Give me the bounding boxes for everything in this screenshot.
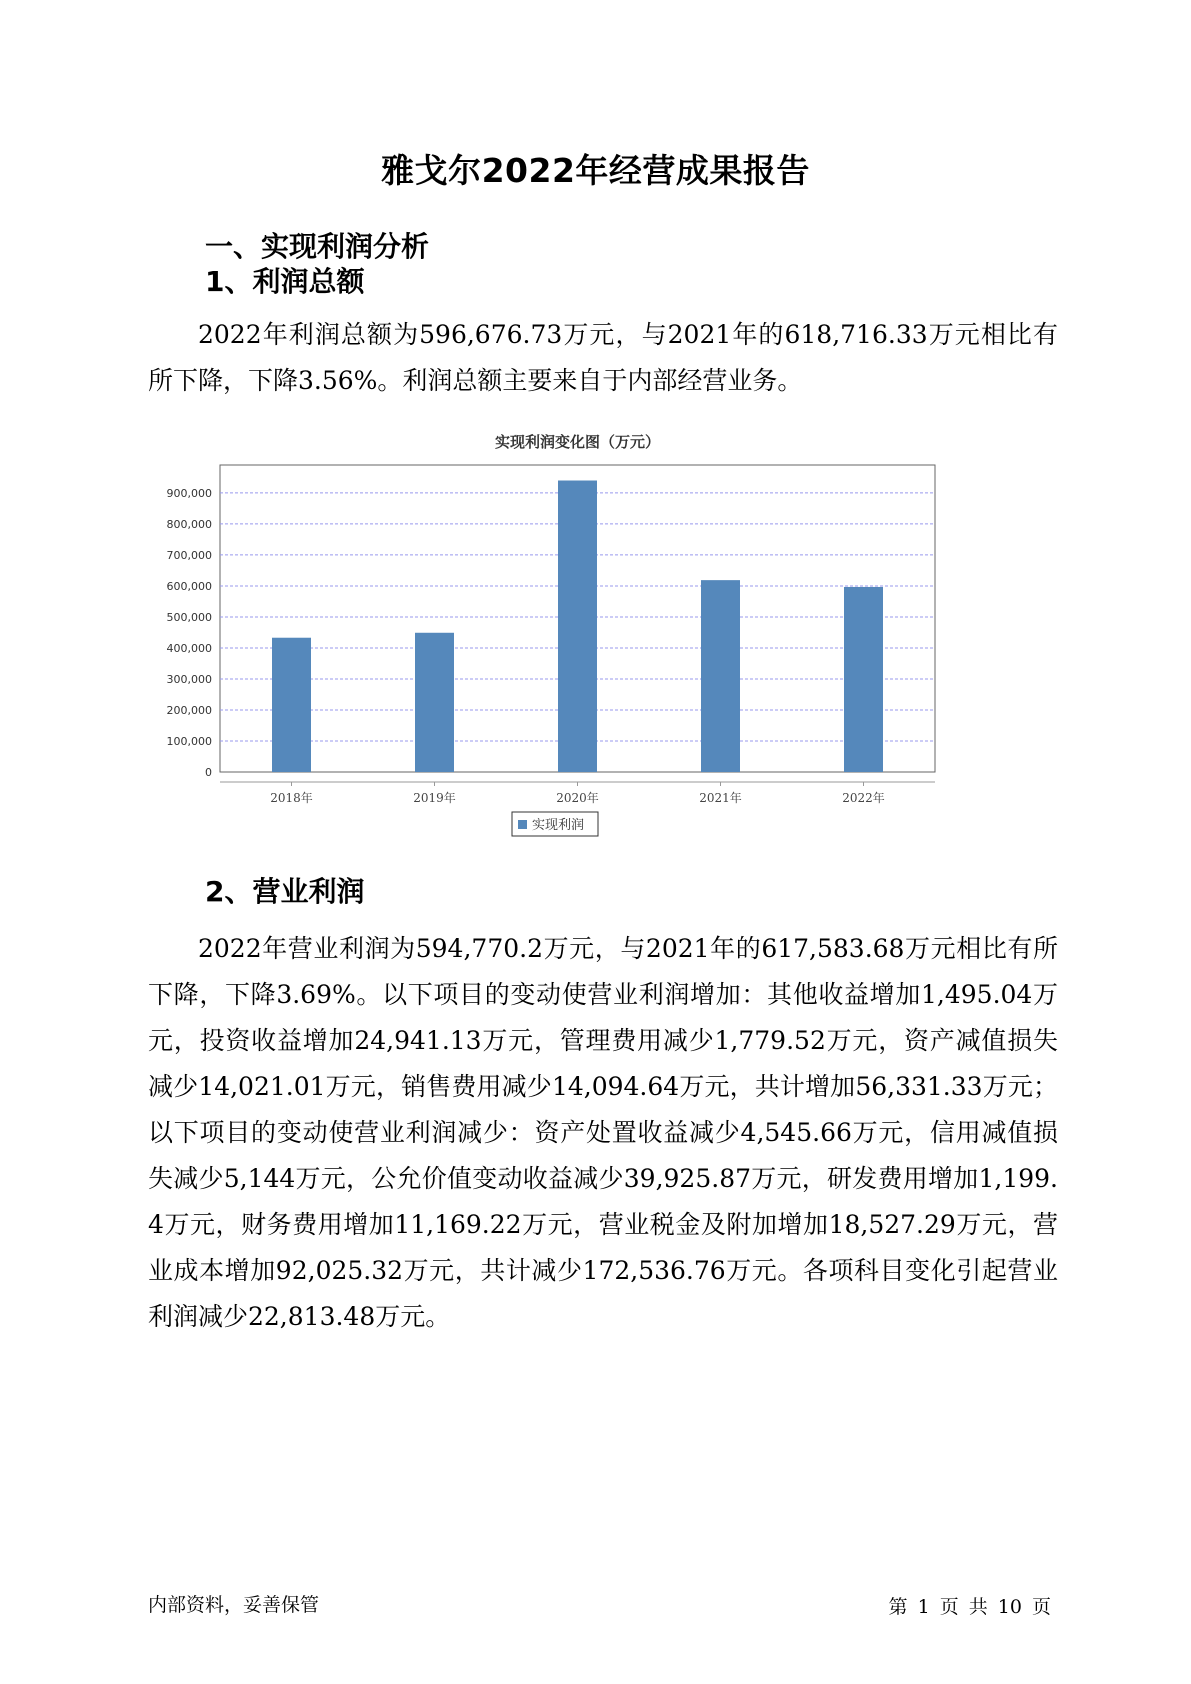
y-tick-label: 0 [205,766,212,779]
x-tick-label: 2020年 [556,791,599,805]
bar [701,580,740,772]
y-tick-label: 800,000 [166,517,212,531]
subsection-heading-operating-profit: 2、营业利润 [205,875,365,908]
subsection-heading-total-profit: 1、利润总额 [205,265,365,298]
x-tick-label: 2019年 [413,791,456,805]
y-tick-label: 400,000 [166,641,212,655]
x-tick-label: 2021年 [699,791,742,805]
total-profit-paragraph: 2022年利润总额为596,676.73万元，与2021年的618,716.33万元相比有所下降，下降3.56%。利润总额主要来自于内部经营业务。 [148,320,1058,395]
y-tick-label: 200,000 [166,703,212,717]
y-tick-label: 300,000 [166,672,212,686]
y-tick-label: 700,000 [166,548,212,562]
bar [844,587,883,772]
y-tick-label: 600,000 [166,579,212,593]
y-tick-label: 100,000 [166,734,212,748]
page-title: 雅戈尔2022年经营成果报告 [381,151,810,190]
footer-confidential-note: 内部资料，妥善保管 [148,1594,320,1616]
legend-swatch [518,820,527,829]
bar [415,633,454,772]
operating-profit-paragraph: 2022年营业利润为594,770.2万元，与2021年的617,583.68万元相比有所下降，下降3.69%。以下项目的变动使营业利润增加：其他收益增加1,495.04万元，投资收益增加24,941.13万元，管理费用减少1,779.52万元，资产减值损失减少14,021.01万元，销售费用减少14,094.64万元，共计增加56,331.33万元；以下项目的变动使营业利润减少：资产处置收益减少4,545.66万元，信用减值损失减少5,144万元，公允价值变动收益减少39,925.87万元，研发费用增加1,199.4万元，财务费用增加11,169.22万元，营业税金及附加增加18,527.29万元，营业成本增加92,025.32万元，共计减少172,536.76万元。各项科目变化引起营业利润减少22,813.48万元。 [148,934,1058,1331]
section-heading: 一、实现利润分析 [205,230,430,263]
legend-label: 实现利润 [532,818,585,833]
footer-page-number: 第 1 页 共 10 页 [888,1596,1051,1618]
y-tick-label: 900,000 [166,486,212,500]
profit-bar-chart [150,433,950,850]
bar [272,638,311,772]
x-tick-label: 2022年 [842,791,885,805]
x-tick-label: 2018年 [270,791,313,805]
chart-title: 实现利润变化图（万元） [494,433,661,451]
y-tick-label: 500,000 [166,610,212,624]
bar [558,481,597,772]
